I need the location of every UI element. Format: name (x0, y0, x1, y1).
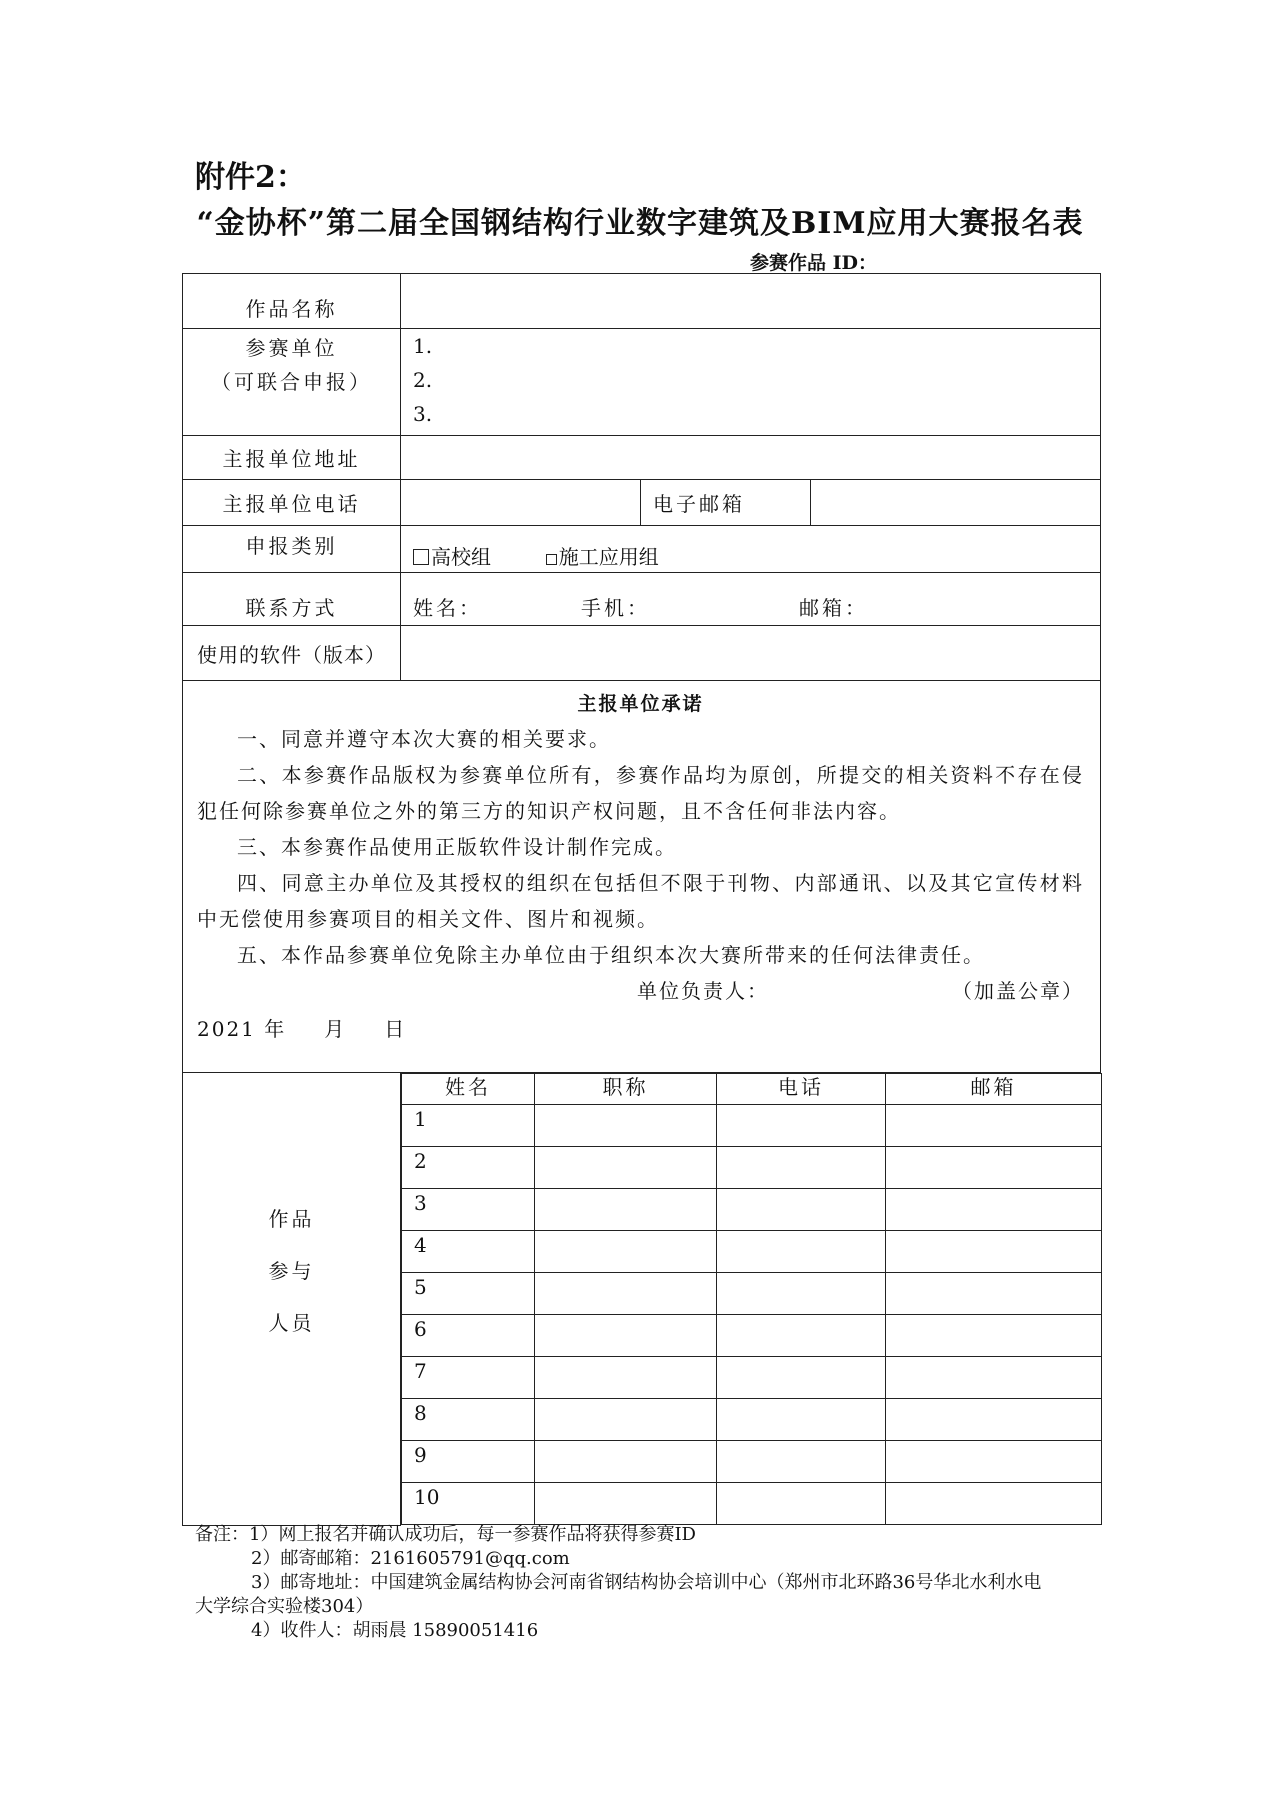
notes-section (195, 1523, 1095, 1643)
table-row (402, 1105, 1102, 1147)
entry-id-label: 参赛作品 ID： (750, 252, 877, 274)
unit-label-line1: 参赛单位 (245, 336, 338, 360)
phone-cell[interactable] (717, 1273, 886, 1315)
row-number[interactable]: 10 (402, 1483, 535, 1525)
promise-item-3: 三、本参赛作品使用正版软件设计制作完成。 (237, 835, 677, 859)
row-number[interactable]: 8 (402, 1399, 535, 1441)
title-cell[interactable] (535, 1147, 717, 1189)
phone-cell[interactable] (717, 1189, 886, 1231)
phone-cell[interactable] (717, 1441, 886, 1483)
email-cell[interactable] (886, 1357, 1102, 1399)
email-cell[interactable] (886, 1231, 1102, 1273)
email-cell[interactable] (886, 1189, 1102, 1231)
table-row (402, 1357, 1102, 1399)
note-2: 2）邮寄邮箱：2161605791@qq.com (251, 1548, 570, 1569)
phone-cell[interactable] (717, 1147, 886, 1189)
table-row (402, 1231, 1102, 1273)
work-name-field[interactable] (401, 274, 1101, 329)
category-option-university[interactable]: 高校组 (413, 545, 491, 569)
unit-label-line2: （可联合申报） (211, 370, 372, 394)
header-title: 职称 (535, 1074, 717, 1105)
participants-label-line3: 人员 (268, 1311, 315, 1335)
form-title: “金协杯”第二届全国钢结构行业数字建筑及BIM应用大赛报名表 (196, 206, 1084, 241)
unit-item-2: 2. (413, 368, 433, 392)
phone-cell[interactable] (717, 1315, 886, 1357)
email-cell[interactable] (886, 1147, 1102, 1189)
promise-item-4: 四、同意主办单位及其授权的组织在包括但不限于刊物、内部通讯、以及其它宣传材料中无偿使用参赛项目的相关文件、图片和视频。 (197, 871, 1085, 931)
address-field[interactable] (401, 436, 1101, 480)
email-field[interactable] (811, 480, 1101, 526)
note-3-continued: 大学综合实验楼304） (195, 1596, 374, 1617)
promise-item-2: 二、本参赛作品版权为参赛单位所有，参赛作品均为原创，所提交的相关资料不存在侵犯任何除参赛单位之外的第三方的知识产权问题，且不含任何非法内容。 (197, 763, 1085, 823)
signature-row (197, 973, 1084, 1011)
table-row (402, 1399, 1102, 1441)
note-3: 3）邮寄地址：中国建筑金属结构协会河南省钢结构协会培训中心（郑州市北环路36号华北水利水电 (251, 1572, 1042, 1593)
unit-item-1: 1. (413, 334, 433, 358)
checkbox-icon (546, 554, 557, 565)
title-cell[interactable] (535, 1273, 717, 1315)
email-cell[interactable] (886, 1399, 1102, 1441)
table-row (402, 1483, 1102, 1525)
email-cell[interactable] (886, 1483, 1102, 1525)
seal-label: （加盖公章） (952, 979, 1085, 1003)
notes-prefix: 备注： (195, 1524, 249, 1545)
participants-header-row (402, 1074, 1102, 1105)
phone-cell[interactable] (717, 1105, 886, 1147)
note-4: 4）收件人：胡雨晨 15890051416 (251, 1620, 539, 1641)
contact-label: 联系方式 (183, 573, 401, 626)
table-row (402, 1273, 1102, 1315)
title-cell[interactable] (535, 1105, 717, 1147)
date-day: 日 (384, 1017, 407, 1041)
row-number[interactable]: 4 (402, 1231, 535, 1273)
date-month: 月 (324, 1017, 347, 1041)
email-cell[interactable] (886, 1105, 1102, 1147)
address-label: 主报单位地址 (183, 436, 401, 480)
participants-label-line1: 作品 (268, 1207, 315, 1231)
software-label: 使用的软件（版本） (183, 626, 401, 681)
participants-label-line2: 参与 (268, 1259, 315, 1283)
contact-email-label: 邮箱： (799, 596, 868, 620)
category-field (401, 526, 1101, 573)
category-label: 申报类别 (183, 526, 401, 573)
participants-table (401, 1073, 1102, 1525)
phone-field[interactable] (401, 480, 641, 526)
signer-label: 单位负责人： (637, 979, 769, 1003)
checkbox-icon (413, 549, 429, 565)
title-cell[interactable] (535, 1315, 717, 1357)
phone-cell[interactable] (717, 1231, 886, 1273)
contact-mobile-label: 手机： (581, 596, 650, 620)
software-field[interactable] (401, 626, 1101, 681)
date-year: 2021 年 (197, 1017, 287, 1041)
row-number[interactable]: 6 (402, 1315, 535, 1357)
row-number[interactable]: 2 (402, 1147, 535, 1189)
email-cell[interactable] (886, 1441, 1102, 1483)
table-row (402, 1441, 1102, 1483)
participants-table-wrapper (401, 1073, 1101, 1526)
table-row (402, 1315, 1102, 1357)
registration-form (182, 273, 1101, 1526)
row-number[interactable]: 1 (402, 1105, 535, 1147)
work-name-label: 作品名称 (183, 274, 401, 329)
participants-label (183, 1073, 401, 1526)
date-row (197, 1011, 1084, 1047)
table-row (402, 1189, 1102, 1231)
phone-cell[interactable] (717, 1483, 886, 1525)
row-number[interactable]: 3 (402, 1189, 535, 1231)
title-cell[interactable] (535, 1483, 717, 1525)
category-option-construction[interactable]: 施工应用组 (546, 545, 659, 569)
attachment-label: 附件2： (195, 160, 306, 195)
email-label: 电子邮箱 (641, 480, 811, 526)
promise-title: 主报单位承诺 (577, 693, 704, 715)
promise-section (183, 681, 1101, 1073)
phone-cell[interactable] (717, 1399, 886, 1441)
unit-item-3: 3. (413, 402, 433, 426)
promise-item-1: 一、同意并遵守本次大赛的相关要求。 (237, 727, 611, 751)
row-number[interactable]: 7 (402, 1357, 535, 1399)
title-cell[interactable] (535, 1399, 717, 1441)
header-name: 姓名 (402, 1074, 535, 1105)
contact-field (401, 573, 1101, 626)
unit-field[interactable] (401, 329, 1101, 436)
header-phone: 电话 (717, 1074, 886, 1105)
email-cell[interactable] (886, 1273, 1102, 1315)
row-number[interactable]: 9 (402, 1441, 535, 1483)
title-cell[interactable] (535, 1231, 717, 1273)
promise-item-5: 五、本作品参赛单位免除主办单位由于组织本次大赛所带来的任何法律责任。 (237, 943, 985, 967)
table-row (402, 1147, 1102, 1189)
note-1: 1）网上报名并确认成功后，每一参赛作品将获得参赛ID (249, 1524, 696, 1545)
title-cell[interactable] (535, 1189, 717, 1231)
contact-name-label: 姓名： (413, 596, 482, 620)
title-cell[interactable] (535, 1441, 717, 1483)
email-cell[interactable] (886, 1315, 1102, 1357)
unit-label (183, 329, 401, 436)
phone-cell[interactable] (717, 1357, 886, 1399)
row-number[interactable]: 5 (402, 1273, 535, 1315)
header-email: 邮箱 (886, 1074, 1102, 1105)
phone-label: 主报单位电话 (183, 480, 401, 526)
title-cell[interactable] (535, 1357, 717, 1399)
